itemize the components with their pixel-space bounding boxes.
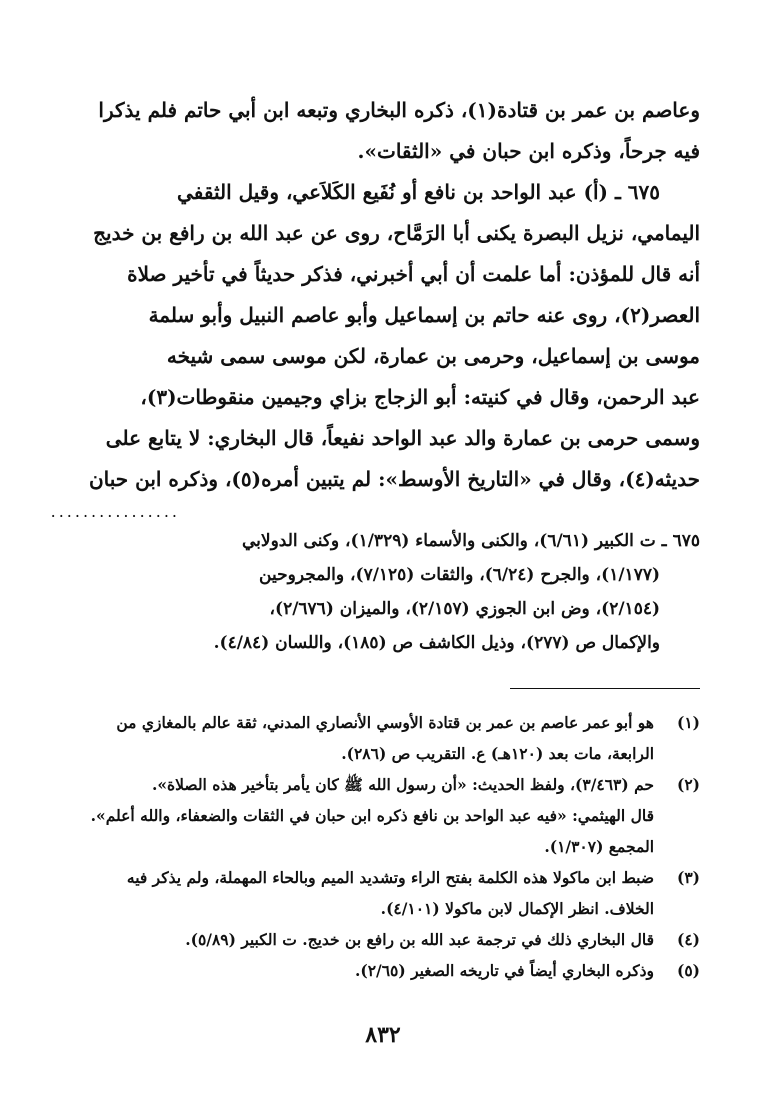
footnote-line: وذكره البخاري أيضاً في تاريخه الصغير (٢/٦٥).: [354, 961, 654, 980]
references-block: [60, 524, 700, 660]
footnote-number: (١): [676, 713, 700, 732]
footnote-body: [60, 707, 654, 769]
main-text-line: أنه قال للمؤذن: أما علمت أن أبي أخبرني، فذكر حديثاً في تأخير صلاة: [127, 262, 700, 286]
main-text-line: فيه جرحاً، وذكره ابن حبان في «الثقات».: [357, 139, 700, 163]
main-text-line: العصر(٢)، روى عنه حاتم بن إسماعيل وأبو عاصم النبيل وأبو سلمة: [148, 303, 700, 327]
footnote-line: الرابعة، مات بعد (١٢٠هـ) ع. التقريب ص (٢٨٦).: [341, 744, 654, 763]
footnote-number: (٢): [676, 775, 700, 794]
reference-line: (٢/١٥٤)، وض ابن الجوزي (٢/١٥٧)، والميزان (٢/٦٧٦)،: [269, 599, 660, 619]
footnote-2: [60, 769, 700, 862]
reference-line: ٦٧٥ ـ ت الكبير (٦/٦١)، والكنى والأسماء (١/٣٢٩)، وكنى الدولابي: [241, 531, 700, 551]
footnote-body: [60, 924, 654, 955]
footnote-line: ضبط ابن ماكولا هذه الكلمة بفتح الراء وتشديد الميم وبالحاء المهملة، ولم يذكر فيه: [126, 868, 654, 887]
main-text-line: وعاصم بن عمر بن قتادة(١)، ذكره البخاري وتبعه ابن أبي حاتم فلم يذكرا: [98, 98, 700, 122]
footnote-number: (٣): [676, 868, 700, 887]
footnote-number: (٥): [676, 961, 700, 980]
continuation-dots: [50, 502, 700, 522]
footnote-line: قال البخاري ذلك في ترجمة عبد الله بن رافع بن خديج. ت الكبير (٥/٨٩).: [185, 930, 654, 949]
reference-line: والإكمال ص (٢٧٧)، وذيل الكاشف ص (١٨٥)، واللسان (٤/٨٤).: [213, 633, 660, 653]
footnote-3: [60, 862, 700, 924]
footnote-line: المجمع (١/٣٠٧).: [544, 837, 654, 856]
main-text: [60, 90, 700, 500]
main-text-line: موسى بن إسماعيل، وحرمى بن عمارة، لكن موسى سمى شيخه: [166, 344, 700, 368]
footnotes: [60, 707, 700, 986]
page-number: ٨٣٢: [365, 1022, 401, 1048]
footnote-line: حم (٣/٤٦٣)، ولفظ الحديث: «أن رسول الله ﷺ كان يأمر بتأخير هذه الصلاة».: [151, 775, 654, 794]
footnote-body: [60, 955, 654, 986]
footnote-line: هو أبو عمر عاصم بن عمر بن قتادة الأوسي الأنصاري المدني، ثقة عالم بالمغازي من: [116, 713, 654, 732]
footnote-1: [60, 707, 700, 769]
main-text-line: حديثه(٤)، وقال في «التاريخ الأوسط»: لم يتبين أمره(٥)، وذكره ابن حبان: [88, 467, 700, 491]
reference-line: (١/١٧٧)، والجرح (٦/٢٤)، والثقات (٧/١٢٥)، والمجروحين: [259, 565, 660, 585]
main-text-line: اليمامي، نزيل البصرة يكنى أبا الرَمَّاح، روى عن عبد الله بن رافع بن خديج: [93, 221, 700, 245]
footnote-line: قال الهيثمي: «فيه عبد الواحد بن نافع ذكره ابن حبان في الثقات والضعفاء، والله أعلم».: [90, 806, 654, 825]
separator-dots: ................: [50, 502, 180, 521]
footnote-line: الخلاف. انظر الإكمال لابن ماكولا (٤/١٠١).: [380, 899, 654, 918]
entry-675-heading-line: ٦٧٥ ـ (أ) عبد الواحد بن نافع أو نُفَيع الكَلاَعي، وقيل الثقفي: [177, 180, 660, 204]
main-text-line: وسمى حرمى بن عمارة والد عبد الواحد نفيعاً، قال البخاري: لا يتابع على: [105, 426, 700, 450]
footnote-body: [60, 769, 654, 862]
footnote-number: (٤): [676, 930, 700, 949]
footnote-divider: [510, 688, 700, 689]
footnote-4: [60, 924, 700, 955]
footnote-body: [60, 862, 654, 924]
page-body: [50, 90, 700, 986]
main-text-line: عبد الرحمن، وقال في كنيته: أبو الزجاج بزاي وجيمين منقوطات(٣)،: [140, 385, 700, 409]
footnote-5: [60, 955, 700, 986]
